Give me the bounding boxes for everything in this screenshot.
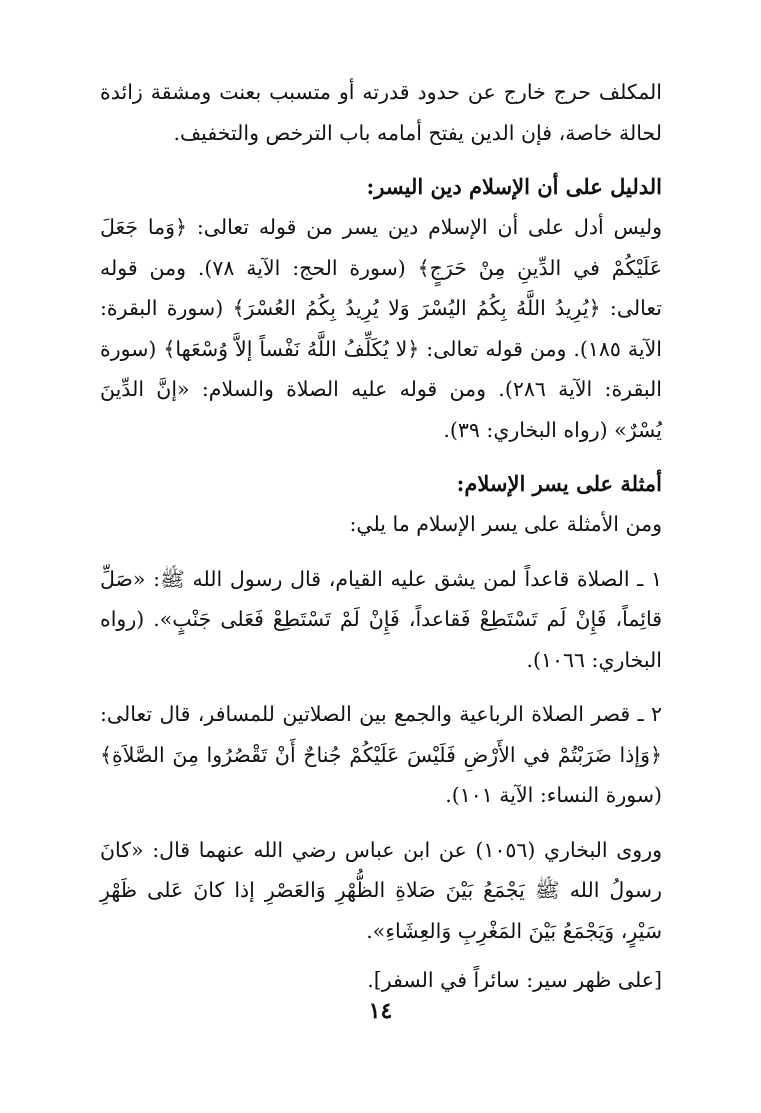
intro-paragraph: المكلف حرج خارج عن حدود قدرته أو متسبب بعنت ومشقة زائدة لحالة خاصة، فإن الدين يفتح أمامه باب الترخص والتخفيف. — [100, 80, 662, 145]
examples-intro-paragraph: ومن الأمثلة على يسر الإسلام ما يلي: — [349, 512, 662, 536]
section-heading-examples: أمثلة على يسر الإسلام: — [456, 471, 662, 496]
section-heading-evidence: الدليل على أن الإسلام دين اليسر: — [366, 174, 662, 199]
page-number: ١٤ — [368, 998, 393, 1024]
example-1-paragraph: ١ ـ الصلاة قاعداً لمن يشق عليه القيام، قال رسول الله ﷺ: «صَلِّ قائِماً، فَإِنْ لَم تَسْتَطِعْ فَقاعداً، فَإِنْ لَمْ تَسْتَطِعْ فَعَلى جَنْبٍ». (رواه البخاري: ١٠٦٦). — [100, 566, 662, 672]
text-column — [100, 72, 662, 1001]
gloss-note: [على ظهر سير: سائراً في السفر]. — [367, 968, 662, 992]
hadith-paragraph: وروى البخاري (١٠٥٦) عن ابن عباس رضي الله عنهما قال: «كانَ رسولُ الله ﷺ يَجْمَعُ بَيْنَ صَلاةِ الظُّهْرِ وَالعَصْرِ إذا كانَ عَلى ظَهْرِ سَيْرٍ، وَيَجْمَعُ بَيْنَ المَغْرِبِ وَالعِشَاءِ». — [100, 837, 663, 943]
evidence-paragraph: وليس أدل على أن الإسلام دين يسر من قوله تعالى: ﴿وَما جَعَلَ عَلَيْكُمْ في الدِّينِ مِنْ حَرَجٍ﴾ (سورة الحج: الآية ٧٨). ومن قوله تعالى: ﴿يُرِيدُ اللَّهُ بِكُمُ اليُسْرَ وَلا يُرِيدُ بِكُمُ العُسْرَ﴾ (سورة البقرة: الآية ١٨٥). ومن قوله تعالى: ﴿لا يُكَلِّفُ اللَّهُ نَفْساً إلاَّ وُسْعَها﴾ (سورة البقرة: الآية ٢٨٦). ومن قوله عليه الصلاة والسلام: «إنَّ الدِّينَ يُسْرٌ» (رواه البخاري: ٣٩). — [100, 215, 662, 442]
example-2-paragraph: ٢ ـ قصر الصلاة الرباعية والجمع بين الصلاتين للمسافر، قال تعالى: ﴿وَإذا ضَرَبْتُمْ في الأَرْضِ فَلَيْسَ عَلَيْكُمْ جُناحٌ أَنْ تَقْصُرُوا مِنَ الصَّلاَةِ﴾ (سورة النساء: الآية ١٠١). — [100, 702, 662, 807]
